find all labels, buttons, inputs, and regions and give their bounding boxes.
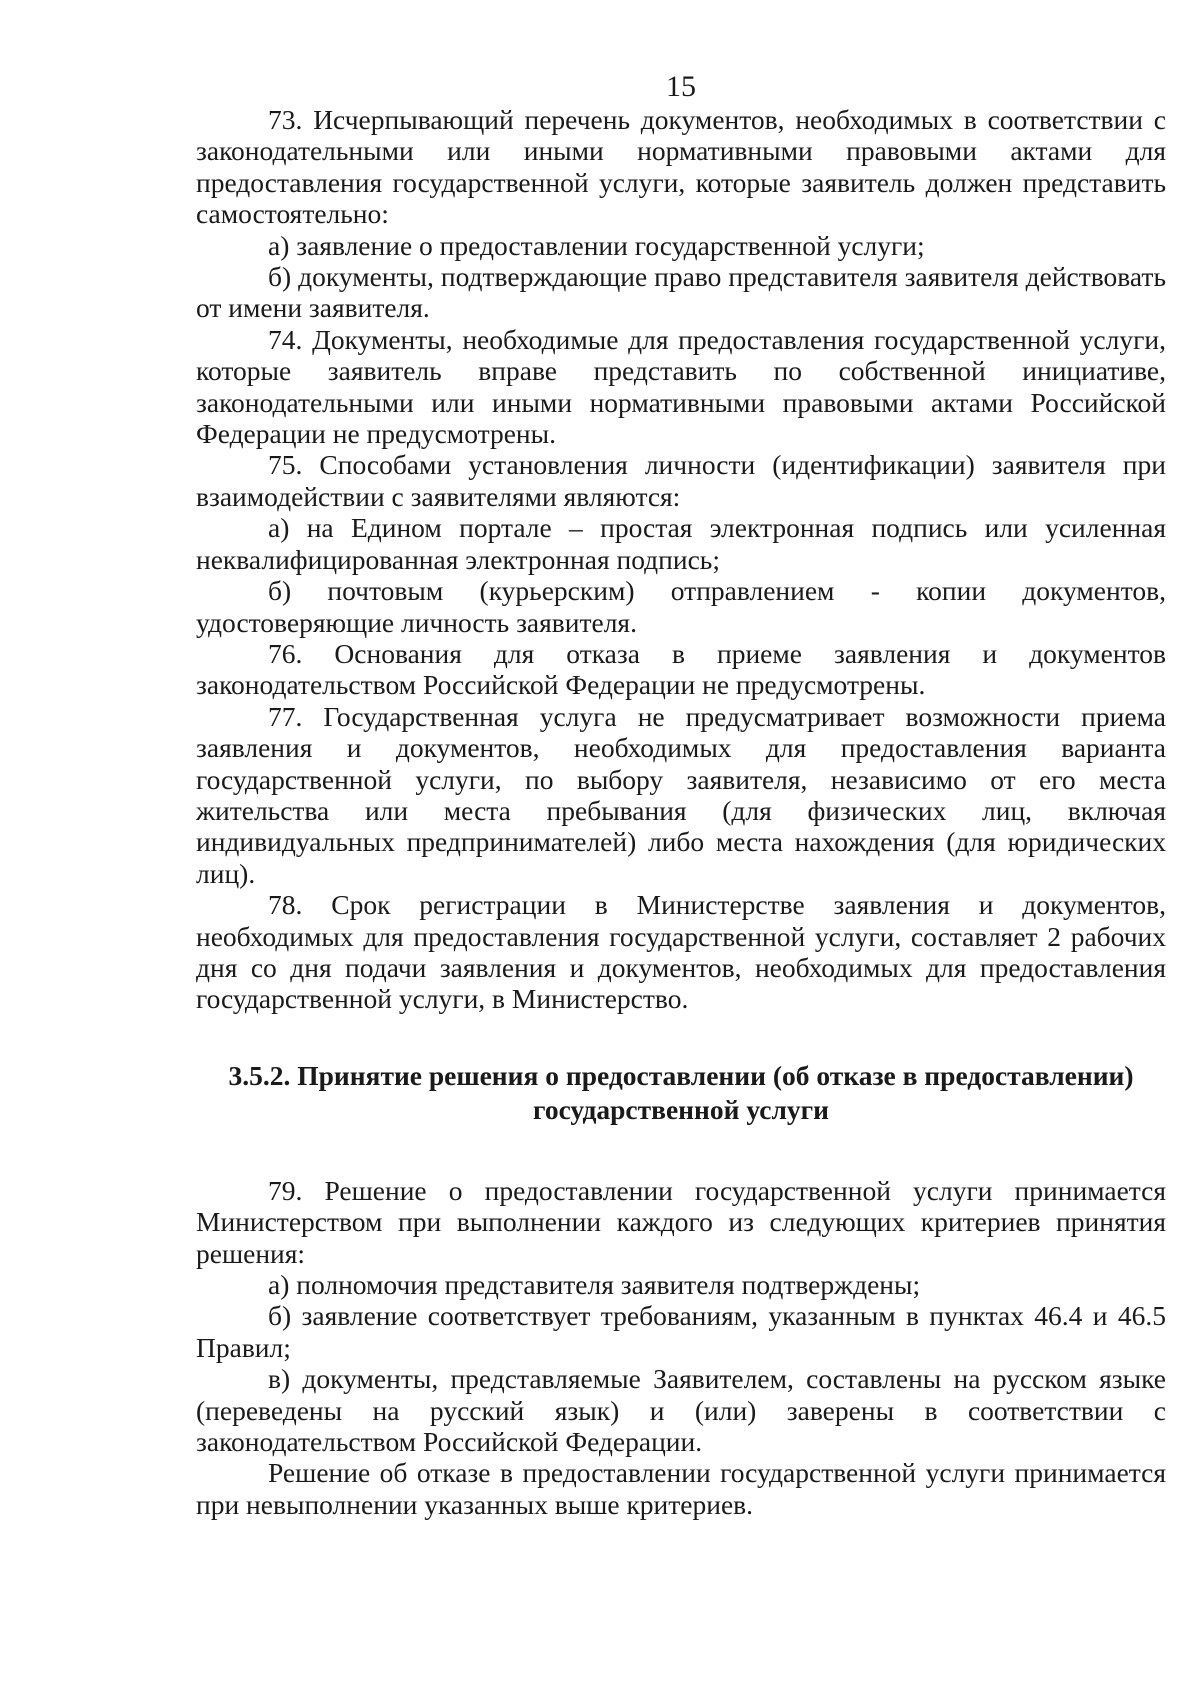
paragraph-75-item-b: б) почтовым (курьерским) отправлением - копии документов, удостоверяющие личность заявителя. <box>196 575 1166 638</box>
paragraph-73: 73. Исчерпывающий перечень документов, необходимых в соответствии с законодательными или иными нормативными правовыми актами для предоставления государственной услуги, которые заявитель должен представить самостоятельно: <box>196 104 1166 230</box>
paragraph-79-item-a: а) полномочия представителя заявителя подтверждены; <box>268 1269 921 1300</box>
document-page <box>196 70 1166 1520</box>
paragraph-76: 76. Основания для отказа в приеме заявления и документов законодательством Российской Федерации не предусмотрены. <box>196 637 1166 701</box>
paragraph-78: 78. Срок регистрации в Министерстве заявления и документов, необходимых для предоставления государственной услуги, составляет 2 рабочих дня со дня подачи заявления и документов, необходимых для предоставления государственной услуги, в Министерство. <box>196 889 1166 1015</box>
paragraph-79: 79. Решение о предоставлении государственной услуги принимается Министерством при выполнении каждого из следующих критериев принятия решения: <box>196 1174 1166 1269</box>
paragraph-73-item-a: а) заявление о предоставлении государственной услуги; <box>268 229 925 261</box>
page-number: 15 <box>666 70 696 103</box>
paragraph-79-item-c: в) документы, представляемые Заявителем, составлены на русском языке (переведены на русский язык) и (или) заверены в соответствии с законодательством Российской Федерации. <box>196 1363 1166 1458</box>
paragraph-79-item-b: б) заявление соответствует требованиям, указанным в пунктах 46.4 и 46.5 Правил; <box>196 1300 1166 1363</box>
paragraph-refusal-decision: Решение об отказе в предоставлении государственной услуги принимается при невыполнении указанных выше критериев. <box>196 1457 1166 1520</box>
paragraph-74: 74. Документы, необходимые для предоставления государственной услуги, которые заявитель вправе представить по собственной инициативе, законодательными или иными нормативными правовыми актами Российской Федерации не предусмотрены. <box>196 323 1166 450</box>
section-heading <box>196 1059 1166 1127</box>
paragraph-75: 75. Способами установления личности (идентификации) заявителя при взаимодействии с заявителями являются: <box>196 449 1166 512</box>
paragraph-73-item-b: б) документы, подтверждающие право представителя заявителя действовать от имени заявителя. <box>196 261 1166 324</box>
paragraph-75-item-a: а) на Едином портале – простая электронная подпись или усиленная неквалифицированная электронная подпись; <box>196 512 1166 575</box>
section-heading-line-2: государственной услуги <box>533 1093 829 1125</box>
section-heading-line-1: 3.5.2. Принятие решения о предоставлении (об отказе в предоставлении) <box>228 1059 1134 1091</box>
paragraph-77: 77. Государственная услуга не предусматривает возможности приема заявления и документов, необходимых для предоставления варианта государственной услуги, по выбору заявителя, независимо от его места жительства или места пребывания (для физических лиц, включая индивидуальных предпринимателей) либо места нахождения (для юридических лиц). <box>196 700 1166 889</box>
